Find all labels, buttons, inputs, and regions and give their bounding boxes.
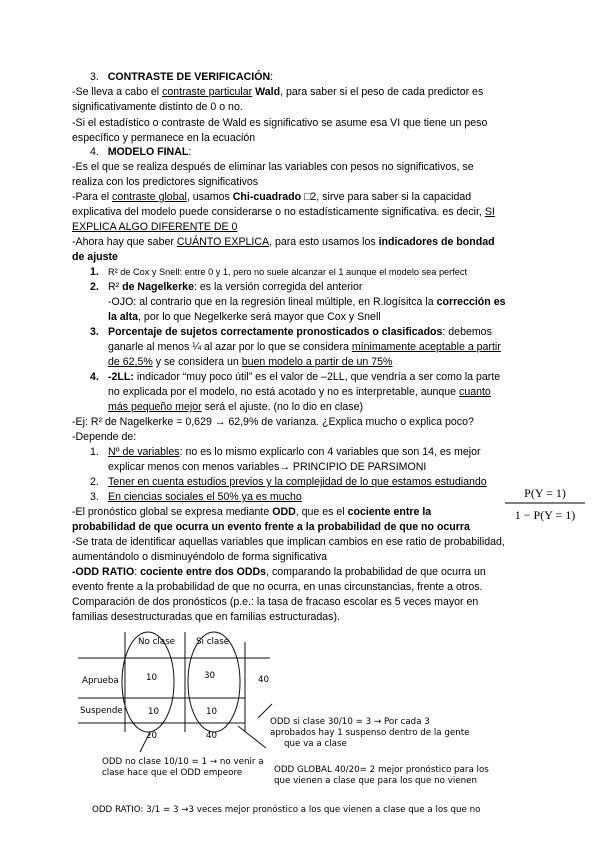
paragraph: -ODD RATIO: cociente entre dos ODDs, comparando la probabilidad de que ocurra un bbox=[72, 566, 486, 578]
list-item: -2LL: indicador “muy poco útil” es el valor de –2LL, que vendría a ser como la parte bbox=[108, 371, 501, 383]
note-odd-global: que vienen a clase que para los que no vienen bbox=[274, 776, 477, 786]
paragraph: aumentándolo o disminuyéndolo de forma significativa bbox=[72, 551, 327, 563]
paragraph: -El pronóstico global se expresa mediante ODD, que es el cociente entre la bbox=[72, 506, 432, 518]
paragraph: probabilidad de que ocurra un evento frente a la probabilidad de que no ocurra bbox=[72, 521, 470, 533]
list-item: En ciencias sociales el 50% ya es mucho bbox=[108, 491, 302, 503]
list-number: 4. bbox=[90, 371, 99, 383]
row-suspende: Suspende bbox=[80, 706, 123, 716]
section-4-heading: 4. MODELO FINAL: bbox=[90, 146, 192, 158]
note-odd-no-clase: clase hace que el ODD empeore bbox=[102, 768, 243, 778]
list-item: R² de Nagelkerke: es la versión corregida del anterior bbox=[108, 281, 363, 293]
paragraph: -Es el que se realiza después de eliminar las variables con pesos no significativos, se bbox=[72, 161, 474, 173]
cell-suspende-no-clase: 10 bbox=[148, 707, 160, 717]
paragraph: -Se lleva a cabo el contraste particular Wald, para saber si el peso de cada predictor es bbox=[72, 86, 484, 98]
paragraph: familias desestructuradas que en familias estructuradas). bbox=[72, 611, 340, 623]
paragraph: específico y permanece en la ecuación bbox=[72, 132, 256, 144]
list-item: Tener en cuenta estudios previos y la complejidad de lo que estamos estudiando bbox=[108, 476, 487, 488]
list-number: 1. bbox=[90, 266, 99, 278]
paragraph: de ajuste bbox=[72, 251, 118, 263]
cell-suspende-si-clase: 10 bbox=[206, 707, 218, 717]
list-number: 1. bbox=[90, 446, 99, 458]
paragraph: Comparación de dos pronósticos (p.e.: la tasa de fracaso escolar es 5 veces mayor en bbox=[72, 596, 479, 608]
paragraph: EXPLICA ALGO DIFERENTE DE 0 bbox=[72, 221, 238, 233]
note-odd-ratio: ODD RATIO: 3/1 = 3 →3 veces mejor pronóstico a los que vienen a clase que a los que no bbox=[92, 805, 481, 815]
arrow-note-1 bbox=[258, 704, 272, 718]
paragraph: -Se trata de identificar aquellas variables que implican cambios en ese ratio de probabilidad, bbox=[72, 536, 505, 548]
list-item: ganarle al menos ¼ al azar por lo que se considera mínimamente aceptable a partir bbox=[108, 341, 501, 353]
paragraph: realiza con los predictores significativos bbox=[72, 176, 259, 188]
paragraph: explicativa del modelo puede considerarse o no estadísticamente significativa. es decir, SI bbox=[72, 206, 495, 218]
row-aprueba: Aprueba bbox=[82, 676, 119, 686]
note-odd-si-clase: aprobados hay 1 suspenso dentro de la gente bbox=[270, 728, 470, 738]
list-item: más pequeño mejor será el ajuste. (no lo dio en clase) bbox=[108, 401, 363, 413]
paragraph: -Para el contraste global, usamos Chi-cuadrado □2, sirve para saber si la capacidad bbox=[72, 191, 472, 203]
paragraph: evento frente a la probabilidad de que no ocurra, en unas circunstancias, frente a otros. bbox=[72, 581, 483, 593]
section-3-title: CONTRASTE DE VERIFICACIÓN bbox=[107, 71, 271, 83]
list-number: 3. bbox=[90, 491, 99, 503]
paragraph: -Si el estadístico o contraste de Wald es significativo se asume esa VI que tiene un peso bbox=[72, 117, 488, 129]
total-si-clase: 40 bbox=[206, 731, 218, 741]
formula-numerator: P(Y = 1) bbox=[524, 486, 566, 500]
cell-aprueba-si-clase: 30 bbox=[204, 671, 216, 681]
arrow-note-3 bbox=[238, 726, 266, 748]
contingency-diagram bbox=[0, 620, 600, 820]
list-number: 2. bbox=[90, 476, 99, 488]
example-line: -Ej: R² de Nagelkerke = 0,629 → 62,9% de varianza. ¿Explica mucho o explica poco? bbox=[72, 416, 474, 428]
total-aprueba: 40 bbox=[258, 675, 270, 685]
formula-denominator: 1 − P(Y = 1) bbox=[514, 508, 576, 522]
paragraph: -Depende de: bbox=[72, 431, 137, 443]
header-no-clase: No clase bbox=[138, 637, 175, 647]
list-number: 2. bbox=[90, 281, 99, 293]
list-item: Porcentaje de sujetos correctamente pronosticados o clasificados: debemos bbox=[108, 326, 492, 338]
note-odd-no-clase: ODD no clase 10/10 = 1 → no venir a bbox=[102, 757, 264, 767]
list-item: no explicada por el modelo, no está acotado y no es interpretable, aunque cuanto bbox=[108, 386, 491, 398]
list-item: explicar menos con menos variables→ PRINCIPIO DE PARSIMONI bbox=[108, 461, 427, 473]
list-item: -OJO: al contrario que en la regresión lineal múltiple, en R.logísitca la corrección es bbox=[108, 296, 506, 308]
list-item: la alta, por lo que Negelkerke será mayor que Cox y Snell bbox=[108, 311, 381, 323]
list-item: Nº de variables: no es lo mismo explicarlo con 4 variables que son 14, es mejor bbox=[108, 446, 481, 458]
circle-si-clase bbox=[188, 632, 240, 732]
list-item: R² de Cox y Snell: entre 0 y 1, pero no suele alcanzar el 1 aunque el modelo sea perfect bbox=[108, 267, 468, 277]
note-odd-global: ODD GLOBAL 40/20= 2 mejor pronóstico para los bbox=[274, 765, 489, 775]
list-item: de 62,5% y se considera un buen modelo a partir de un 75% bbox=[108, 356, 393, 368]
list-number: 3. bbox=[90, 326, 99, 338]
note-odd-si-clase: ODD si clase 30/10 = 3 → Por cada 3 bbox=[270, 717, 430, 727]
section-3-heading: 3. CONTRASTE DE VERIFICACIÓN: bbox=[90, 71, 274, 83]
paragraph: significativamente distinto de 0 o no. bbox=[72, 101, 243, 113]
paragraph: -Ahora hay que saber CUÁNTO EXPLICA, para esto usamos los indicadores de bondad bbox=[72, 236, 495, 248]
odd-formula bbox=[500, 482, 590, 526]
section-4-title: MODELO FINAL bbox=[107, 146, 189, 158]
header-si-clase: Si clase bbox=[196, 637, 230, 647]
total-no-clase: 20 bbox=[146, 731, 158, 741]
cell-aprueba-no-clase: 10 bbox=[146, 673, 158, 683]
note-odd-si-clase: que va a clase bbox=[284, 739, 347, 749]
